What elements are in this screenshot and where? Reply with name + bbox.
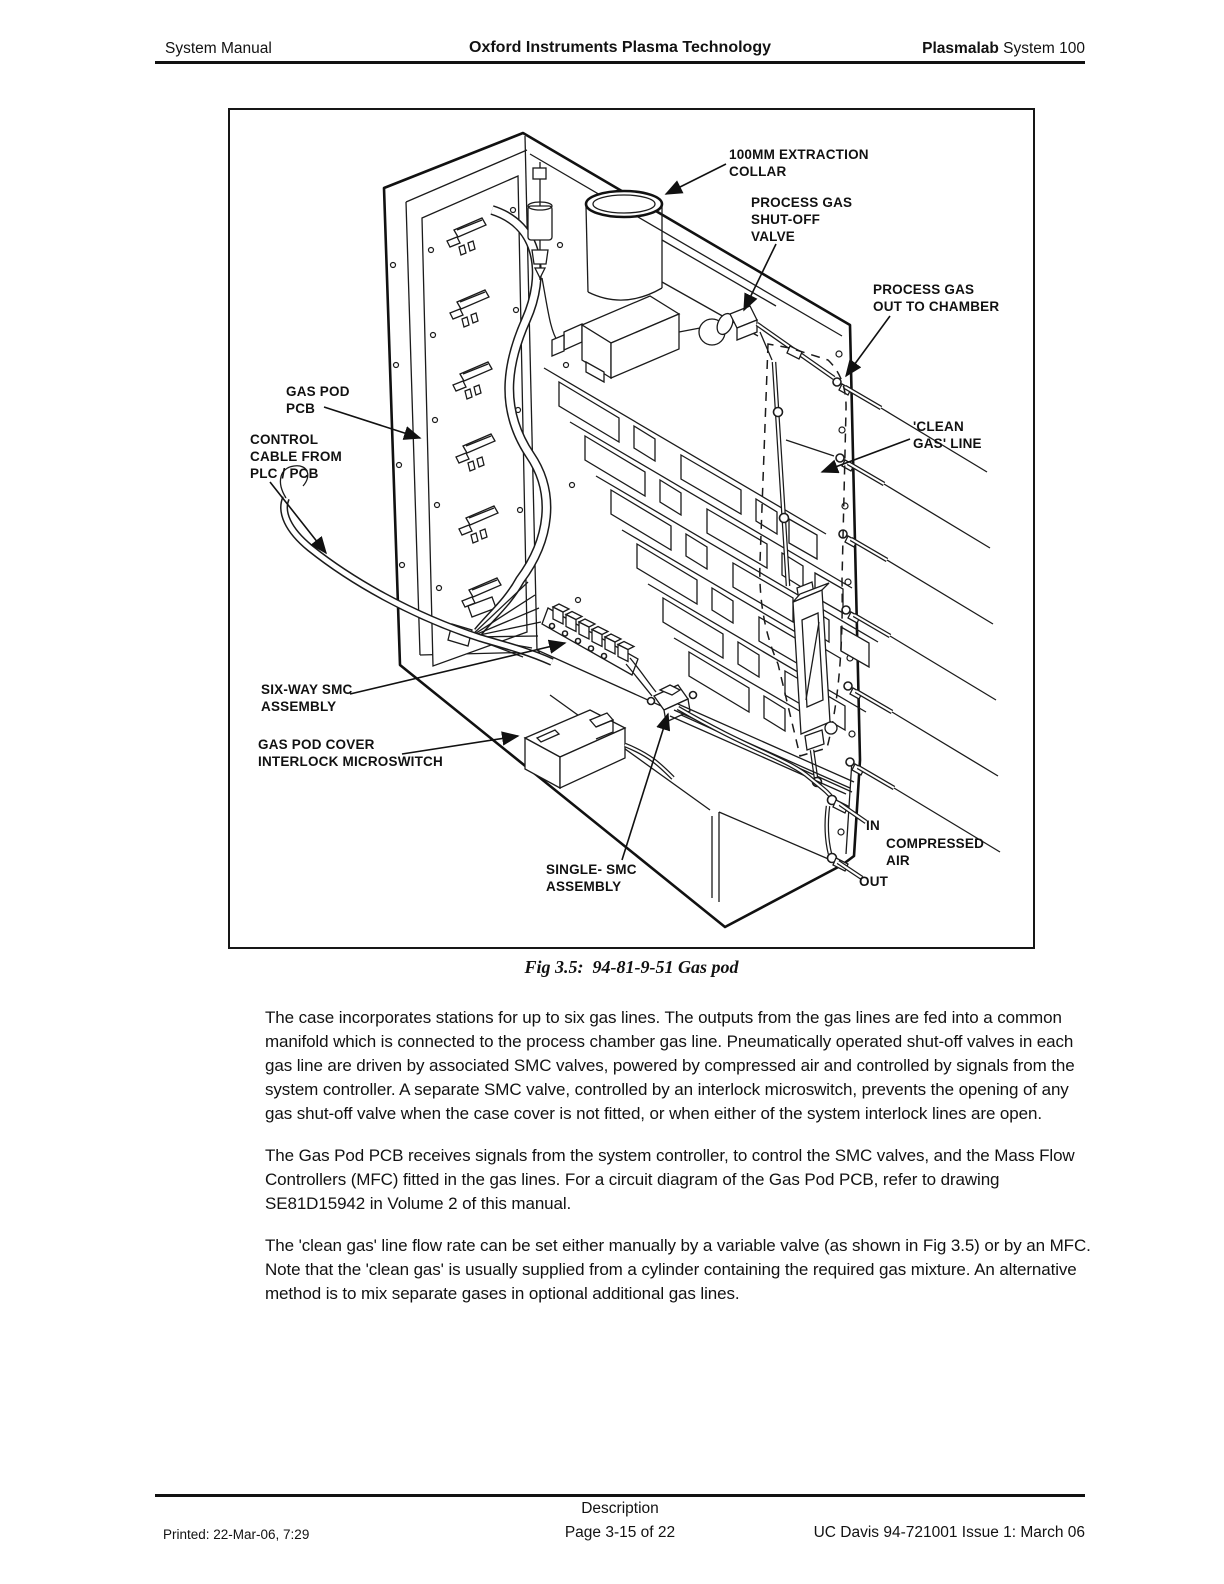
label-six-way-smc: SIX-WAY SMC: [261, 682, 353, 697]
svg-text:SHUT-OFF: SHUT-OFF: [751, 212, 821, 227]
label-extraction-collar: 100MM EXTRACTION: [729, 147, 869, 162]
gas-pod-diagram: [230, 110, 1033, 947]
header-rule: [155, 61, 1085, 64]
svg-text:ASSEMBLY: ASSEMBLY: [261, 699, 337, 714]
svg-text:VALVE: VALVE: [751, 229, 796, 244]
header-product: [922, 40, 1085, 58]
paragraph-1: The case incorporates stations for up to six gas lines. The outputs from the gas lines are fed into a common manifold which is connected to the process chamber gas line. Pneumatically operated shut-off valves in each gas line are driven by associated SMC valves, powered by compressed air and controlled by signals from the system controller. A separate SMC valve, controlled by an interlock microswitch, prevents the opening of any gas shut-off valve when the case cover is not fitted, or when either of the system interlock lines are open.: [265, 1008, 1075, 1123]
svg-text:GAS' LINE: GAS' LINE: [913, 436, 982, 451]
body-text: [265, 1006, 1097, 1324]
gas-line-stations: [544, 368, 878, 731]
process-gas-shutoff-valve-drawing: [679, 306, 834, 378]
label-process-gas-out: PROCESS GAS: [873, 282, 975, 297]
label-compressed-air: COMPRESSED: [886, 836, 985, 851]
svg-text:OUT TO CHAMBER: OUT TO CHAMBER: [873, 299, 1000, 314]
svg-text:INTERLOCK MICROSWITCH: INTERLOCK MICROSWITCH: [258, 754, 443, 769]
svg-text:PLC / PCB: PLC / PCB: [250, 466, 319, 481]
footer-issue: UC Davis 94-721001 Issue 1: March 06: [813, 1524, 1085, 1541]
footer-rule: [155, 1494, 1085, 1497]
svg-text:COLLAR: COLLAR: [729, 164, 787, 179]
compressed-air-pipes-drawing: [678, 708, 866, 878]
figure-caption: Fig 3.5: 94-81-9-51 Gas pod: [524, 957, 739, 977]
header-doc-type: System Manual: [165, 40, 272, 57]
label-air-out: OUT: [859, 874, 889, 889]
label-air-in: IN: [866, 818, 880, 833]
footer-section: Description: [581, 1500, 659, 1517]
svg-text:AIR: AIR: [886, 853, 910, 868]
svg-text:PCB: PCB: [286, 401, 316, 416]
six-way-smc-drawing: [542, 604, 656, 696]
label-clean-gas-line: 'CLEAN: [913, 419, 964, 434]
footer-printed-timestamp: Printed: 22-Mar-06, 7:29: [163, 1527, 310, 1542]
label-interlock-microswitch: GAS POD COVER: [258, 737, 375, 752]
svg-text:CABLE FROM: CABLE FROM: [250, 449, 342, 464]
label-control-cable: CONTROL: [250, 432, 319, 447]
paragraph-3: The 'clean gas' line flow rate can be set either manually by a variable valve (as shown in Fig 3.5) or by an MFC. Note that the 'clean gas' is usually supplied from a cylinder containing the required gas mixture. An alternative method is to mix separate gases in optional additional gas lines.: [265, 1236, 1091, 1303]
footer-page-number: Page 3-15 of 22: [564, 1524, 676, 1541]
header-product-brand: Plasmalab: [922, 40, 999, 57]
paragraph-2: The Gas Pod PCB receives signals from the system controller, to control the SMC valves, and the Mass Flow Controllers (MFC) fitted in the gas lines. For a circuit diagram of the Gas Pod PCB, refer to drawing SE81D15942 in Volume 2 of this manual.: [265, 1146, 1075, 1213]
label-shutoff-valve: PROCESS GAS: [751, 195, 853, 210]
header-company: Oxford Instruments Plasma Technology: [469, 39, 771, 56]
label-gas-pod-pcb: GAS POD: [286, 384, 350, 399]
interlock-microswitch-drawing: [525, 710, 673, 788]
svg-text:ASSEMBLY: ASSEMBLY: [546, 879, 622, 894]
figure-3-5-frame: [228, 108, 1035, 949]
mfc-drawing: [552, 296, 679, 382]
header-product-model: System 100: [998, 40, 1085, 57]
label-single-smc: SINGLE- SMC: [546, 862, 637, 877]
